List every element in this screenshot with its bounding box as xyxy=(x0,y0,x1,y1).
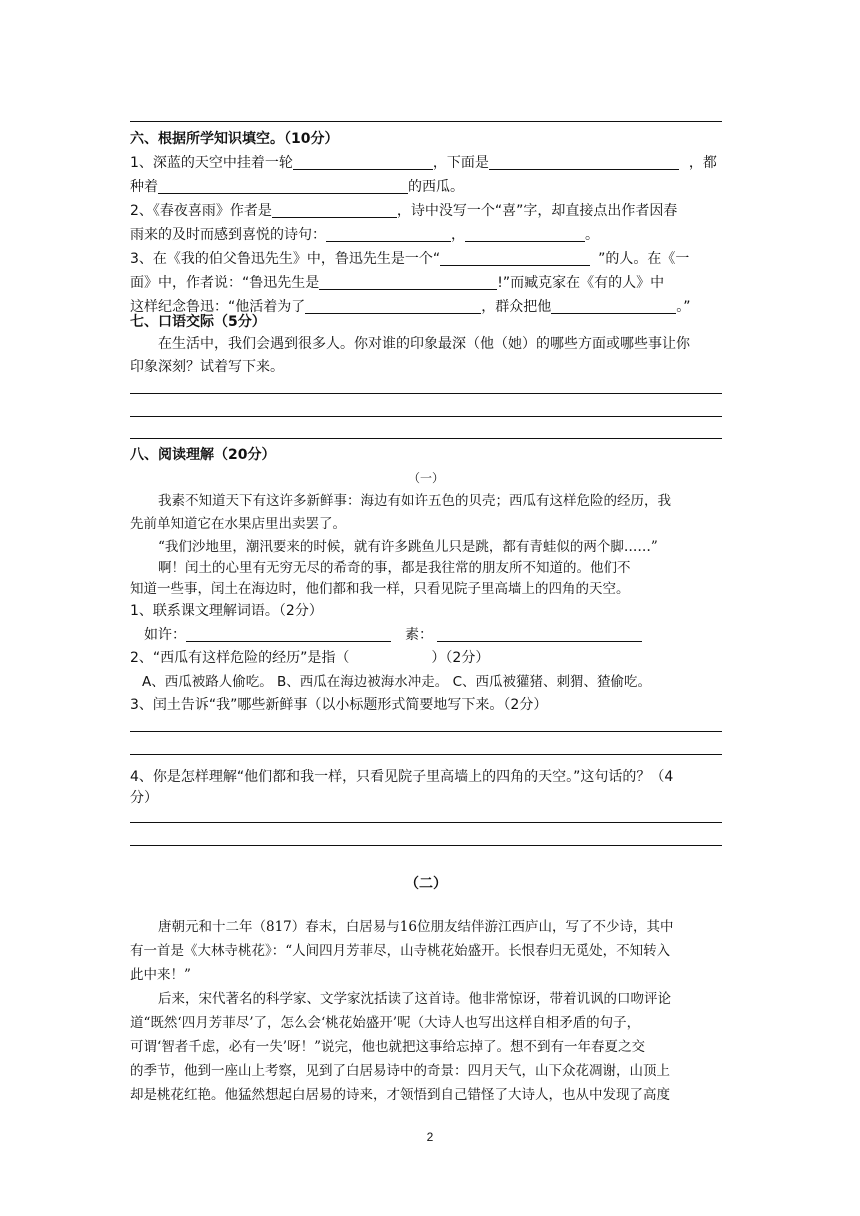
passage-2-line: 此中来！” xyxy=(130,967,191,983)
q8-1-words: 如许： 素： xyxy=(130,623,722,647)
answer-line[interactable] xyxy=(130,121,722,122)
passage-2-line: 后来，宋代著名的科学家、文学家沈括读了这首诗。他非常惊讶，带着讥讽的口吻评论 xyxy=(158,991,671,1007)
fill-blank[interactable] xyxy=(158,178,408,194)
q6-2-line1: 2、《春夜喜雨》作者是 ，诗中没写一个“喜”字，却直接点出作者因春 xyxy=(130,203,678,219)
answer-line[interactable] xyxy=(130,822,722,823)
q6-3-line1: 3、在《我的伯父鲁迅先生》中，鲁迅先生是一个“ ”的人。在《一 xyxy=(130,251,690,267)
q6-2-line2: 雨来的及时而感到喜悦的诗句： ， 。 xyxy=(130,227,599,243)
passage-1-line: “我们沙地里，潮汛要来的时候，就有许多跳鱼儿只是跳，都有青蛙似的两个脚……” xyxy=(158,539,658,555)
section-6-title: 六、根据所学知识填空。（10分） xyxy=(130,131,339,147)
answer-line[interactable] xyxy=(130,754,722,755)
passage-2-line: 可谓‘智者千虑，必有一失’呀！”说完，他也就把这事给忘掉了。想不到有一年春夏之交 xyxy=(130,1039,645,1055)
fill-blank[interactable] xyxy=(465,226,585,242)
q8-4-line2: 分） xyxy=(130,790,158,806)
section-7-prompt-line2: 印象深刻？试着写下来。 xyxy=(130,359,284,375)
section-7-title: 七、口语交际（5分） xyxy=(130,314,266,330)
answer-line[interactable] xyxy=(130,845,722,846)
fill-blank[interactable] xyxy=(272,202,397,218)
q6-3-line2: 面》中，作者说：“鲁迅先生是 !”而臧克家在《有的人》中 xyxy=(130,275,665,291)
passage-1-line: 知道一些事，闰土在海边时，他们都和我一样，只看见院子里高墙上的四角的天空。 xyxy=(130,581,630,597)
fill-blank[interactable] xyxy=(437,626,642,642)
passage-1-line: 我素不知道天下有这许多新鲜事：海边有如许五色的贝壳；西瓜有这样危险的经历，我 xyxy=(158,493,671,509)
passage-2-line: 的季节，他到一座山上考察，见到了白居易诗中的奇景：四月天气，山下众花凋谢，山顶上 xyxy=(130,1063,670,1079)
section-8-title: 八、阅读理解（20分） xyxy=(130,447,276,463)
q8-4-line1: 4、你是怎样理解“他们都和我一样，只看见院子里高墙上的四角的天空。”这句话的？（4 xyxy=(130,769,674,785)
answer-line[interactable] xyxy=(130,416,722,417)
fill-blank[interactable] xyxy=(489,154,679,170)
passage-1-label: （一） xyxy=(407,471,444,485)
q6-1-line2: 种着 的西瓜。 xyxy=(130,179,464,195)
fill-blank[interactable] xyxy=(326,226,451,242)
passage-1-line: 啊！闰土的心里有无穷无尽的希奇的事，都是我往常的朋友所不知道的。他们不 xyxy=(158,560,631,576)
q6-1-line1: 1、深蓝的天空中挂着一轮 ，下面是 ，都 xyxy=(130,155,717,171)
answer-line[interactable] xyxy=(130,438,722,439)
fill-blank[interactable] xyxy=(440,250,590,266)
passage-2-line: 唐朝元和十二年（817）春末，白居易与16位朋友结伴游江西庐山，写了不少诗，其中 xyxy=(158,919,674,935)
fill-blank[interactable] xyxy=(319,274,497,290)
fill-blank[interactable] xyxy=(186,626,391,642)
q6-3-line3: 这样纪念鲁迅：“他活着为了 ，群众把他 。” xyxy=(130,299,691,315)
q8-2-options: A、西瓜被路人偷吃。 B、西瓜在海边被海水冲走。 C、西瓜被獾猪、刺猬、猹偷吃。 xyxy=(142,674,652,690)
section-7-prompt-line1: 在生活中，我们会遇到很多人。你对谁的印象最深（他（她）的哪些方面或哪些事让你 xyxy=(158,336,690,352)
passage-1-line: 先前单知道它在水果店里出卖罢了。 xyxy=(130,516,346,532)
q8-3: 3、闰土告诉“我”哪些新鲜事（以小标题形式简要地写下来。（2分） xyxy=(130,697,548,713)
passage-2-line: 道“既然‘四月芳菲尽’了，怎么会‘桃花始盛开’呢（大诗人也写出这样自相矛盾的句子， xyxy=(130,1015,641,1031)
q8-1: 1、联系课文理解词语。（2分） xyxy=(130,603,323,619)
answer-line[interactable] xyxy=(130,393,722,394)
page-number: 2 xyxy=(426,1130,434,1144)
passage-2-line: 却是桃花红艳。他猛然想起白居易的诗来，才领悟到自己错怪了大诗人，也从中发现了高度 xyxy=(130,1087,670,1103)
answer-line[interactable] xyxy=(130,731,722,732)
fill-blank[interactable] xyxy=(293,154,433,170)
passage-2-line: 有一首是《大林寺桃花》：“人间四月芳菲尽，山寺桃花始盛开。长恨春归无觅处，不知转入 xyxy=(130,943,671,959)
q8-2: 2、“西瓜有这样危险的经历”是指（ ）（2分） xyxy=(130,650,490,666)
passage-2-label: （二） xyxy=(405,876,447,892)
